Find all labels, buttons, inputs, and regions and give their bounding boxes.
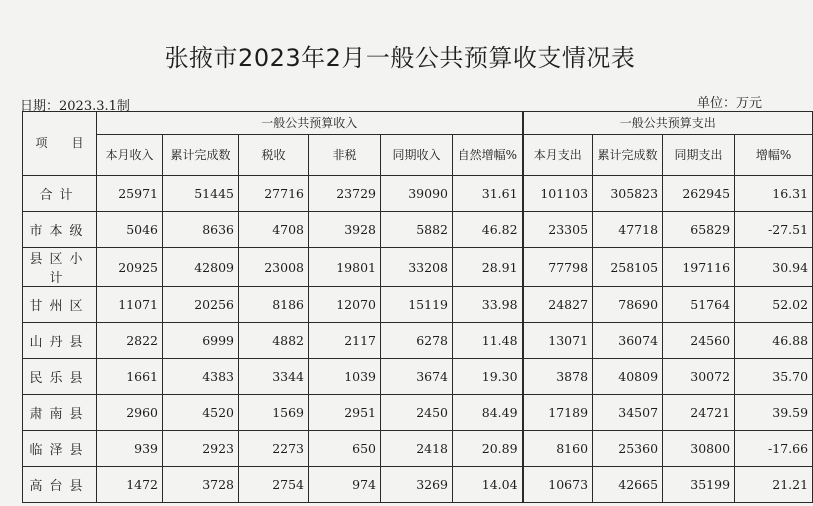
table-cell: 15119 (381, 287, 453, 323)
table-cell: 305823 (593, 176, 663, 212)
table-cell: 35.70 (735, 359, 813, 395)
table-cell: 3344 (239, 359, 309, 395)
table-cell: 39.59 (735, 395, 813, 431)
column-header: 累计完成数 (163, 135, 239, 176)
table-cell: 33208 (381, 248, 453, 287)
unit-label: 单位：万元 (696, 96, 762, 111)
table-cell: 2822 (97, 323, 163, 359)
table-cell: 39090 (381, 176, 453, 212)
table-cell: 19.30 (453, 359, 523, 395)
table-cell: 30.94 (735, 248, 813, 287)
column-header: 增幅% (735, 135, 813, 176)
table-row (23, 359, 813, 395)
corner-header: 项 目 (23, 112, 97, 176)
column-header: 本月支出 (523, 135, 593, 176)
row-label: 山丹县 (23, 323, 97, 359)
table-cell: 24827 (523, 287, 593, 323)
table-cell: -27.51 (735, 212, 813, 248)
table-cell: 33.98 (453, 287, 523, 323)
table-cell: 10673 (523, 467, 593, 503)
expense-group-header: 一般公共预算支出 (523, 112, 813, 135)
table-cell: 65829 (663, 212, 735, 248)
table-cell: 20256 (163, 287, 239, 323)
table-cell: 4708 (239, 212, 309, 248)
row-label: 合计 (23, 176, 97, 212)
table-cell: 2117 (309, 323, 381, 359)
table-cell: 974 (309, 467, 381, 503)
page-title: 张掖市2023年2月一般公共预算收支情况表 (164, 44, 636, 72)
table-cell: 13071 (523, 323, 593, 359)
table-cell: 19801 (309, 248, 381, 287)
table-cell: 1039 (309, 359, 381, 395)
table-cell: 11.48 (453, 323, 523, 359)
table-cell: 17189 (523, 395, 593, 431)
table-cell: 23305 (523, 212, 593, 248)
table-cell: 51764 (663, 287, 735, 323)
table-cell: 4882 (239, 323, 309, 359)
table-cell: 2273 (239, 431, 309, 467)
table-cell: 262945 (663, 176, 735, 212)
table-cell: -17.66 (735, 431, 813, 467)
table-cell: 258105 (593, 248, 663, 287)
table-cell: 101103 (523, 176, 593, 212)
table-cell: 28.91 (453, 248, 523, 287)
table-cell: 25971 (97, 176, 163, 212)
table-cell: 5882 (381, 212, 453, 248)
date-label: 日期：2023.3.1制 (20, 99, 130, 114)
table-cell: 46.82 (453, 212, 523, 248)
table-cell: 36074 (593, 323, 663, 359)
table-cell: 11071 (97, 287, 163, 323)
row-label: 临泽县 (23, 431, 97, 467)
table-cell: 46.88 (735, 323, 813, 359)
table-cell: 23008 (239, 248, 309, 287)
table-cell: 2418 (381, 431, 453, 467)
table-cell: 42665 (593, 467, 663, 503)
table-cell: 35199 (663, 467, 735, 503)
table-cell: 2951 (309, 395, 381, 431)
table-cell: 8636 (163, 212, 239, 248)
row-label: 市本级 (23, 212, 97, 248)
table-cell: 14.04 (453, 467, 523, 503)
table-cell: 6999 (163, 323, 239, 359)
table-cell: 23729 (309, 176, 381, 212)
row-label: 高台县 (23, 467, 97, 503)
table-cell: 4383 (163, 359, 239, 395)
table-cell: 84.49 (453, 395, 523, 431)
table-cell: 8160 (523, 431, 593, 467)
table-cell: 27716 (239, 176, 309, 212)
table-cell: 47718 (593, 212, 663, 248)
table-cell: 31.61 (453, 176, 523, 212)
table-cell: 52.02 (735, 287, 813, 323)
column-header: 税收 (239, 135, 309, 176)
table-cell: 2960 (97, 395, 163, 431)
column-header: 同期支出 (663, 135, 735, 176)
table-cell: 3878 (523, 359, 593, 395)
table-cell: 197116 (663, 248, 735, 287)
table-cell: 1569 (239, 395, 309, 431)
table-cell: 34507 (593, 395, 663, 431)
table-cell: 3674 (381, 359, 453, 395)
table-cell: 24721 (663, 395, 735, 431)
column-header: 自然增幅% (453, 135, 523, 176)
table-cell: 51445 (163, 176, 239, 212)
table-row (23, 431, 813, 467)
table-cell: 2450 (381, 395, 453, 431)
table-cell: 20925 (97, 248, 163, 287)
table-cell: 650 (309, 431, 381, 467)
table-cell: 3728 (163, 467, 239, 503)
table-cell: 24560 (663, 323, 735, 359)
table-row (23, 248, 813, 287)
table-cell: 1661 (97, 359, 163, 395)
table-cell: 78690 (593, 287, 663, 323)
budget-table (22, 111, 813, 503)
column-header: 同期收入 (381, 135, 453, 176)
row-label: 肃南县 (23, 395, 97, 431)
table-cell: 25360 (593, 431, 663, 467)
table-cell: 5046 (97, 212, 163, 248)
table-cell: 12070 (309, 287, 381, 323)
row-label: 甘州区 (23, 287, 97, 323)
table-cell: 42809 (163, 248, 239, 287)
table-cell: 77798 (523, 248, 593, 287)
table-row (23, 467, 813, 503)
table-cell: 30800 (663, 431, 735, 467)
table-row (23, 395, 813, 431)
table-cell: 939 (97, 431, 163, 467)
table-row (23, 323, 813, 359)
table-cell: 4520 (163, 395, 239, 431)
column-header: 本月收入 (97, 135, 163, 176)
table-cell: 16.31 (735, 176, 813, 212)
table-row (23, 212, 813, 248)
row-label: 县区小计 (23, 248, 97, 287)
table-cell: 1472 (97, 467, 163, 503)
table-cell: 6278 (381, 323, 453, 359)
table-cell: 3928 (309, 212, 381, 248)
table-cell: 3269 (381, 467, 453, 503)
table-row (23, 287, 813, 323)
table-cell: 40809 (593, 359, 663, 395)
table-row (23, 176, 813, 212)
income-group-header: 一般公共预算收入 (97, 112, 523, 135)
column-header: 非税 (309, 135, 381, 176)
table-cell: 30072 (663, 359, 735, 395)
table-cell: 20.89 (453, 431, 523, 467)
table-cell: 2754 (239, 467, 309, 503)
table-cell: 2923 (163, 431, 239, 467)
table-cell: 8186 (239, 287, 309, 323)
column-header: 累计完成数 (593, 135, 663, 176)
row-label: 民乐县 (23, 359, 97, 395)
table-cell: 21.21 (735, 467, 813, 503)
